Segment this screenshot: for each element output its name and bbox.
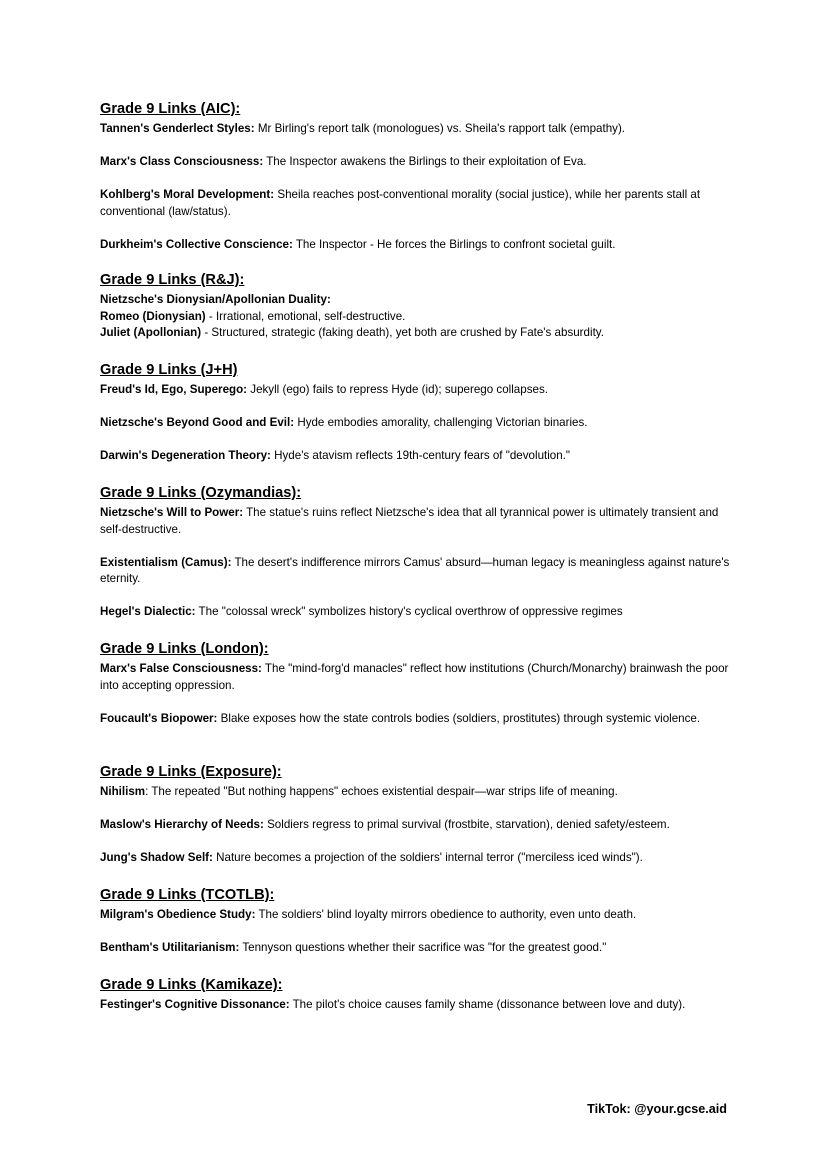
link-item — [100, 325, 740, 342]
link-item — [100, 309, 740, 326]
link-term: Romeo (Dionysian) — [100, 309, 206, 323]
link-item — [100, 448, 740, 465]
link-term: Nietzsche's Beyond Good and Evil: — [100, 416, 295, 429]
link-item — [100, 292, 740, 309]
link-item — [100, 784, 740, 801]
section-ozymandias — [100, 485, 740, 621]
link-text: - Structured, strategic (faking death), yet both are crushed by Fate's absurdity. — [201, 326, 604, 339]
section-jh — [100, 362, 740, 465]
section-heading: Grade 9 Links (London): — [100, 641, 269, 657]
section-exposure — [100, 764, 740, 867]
link-text: The pilot's choice causes family shame (dissonance between love and duty). — [289, 998, 686, 1011]
link-term: Marx's False Consciousness: — [100, 662, 262, 675]
link-item — [100, 604, 740, 621]
link-term: Jung's Shadow Self: — [100, 851, 213, 864]
link-item — [100, 997, 740, 1014]
link-item — [100, 154, 740, 171]
link-item — [100, 940, 740, 957]
link-term: Nietzsche's Dionysian/Apollonian Duality: — [100, 293, 331, 306]
section-tcotlb — [100, 887, 740, 957]
link-text: The Inspector awakens the Birlings to their exploitation of Eva. — [263, 155, 587, 168]
link-text: Hyde embodies amorality, challenging Victorian binaries. — [294, 416, 588, 429]
section-heading: Grade 9 Links (AIC): — [100, 101, 241, 117]
link-text: Mr Birling's report talk (monologues) vs. Sheila's rapport talk (empathy). — [254, 122, 626, 135]
link-term: Nietzsche's Will to Power: — [100, 506, 244, 519]
link-term: Freud's Id, Ego, Superego: — [100, 383, 248, 396]
link-text: Sheila reaches post-conventional morality (social justice), while her parents stall at conventional (law/status). — [100, 188, 701, 218]
link-text: : The repeated "But nothing happens" echoes existential despair—war strips life of meaning. — [145, 785, 618, 798]
link-term: Bentham's Utilitarianism: — [100, 941, 240, 954]
link-item — [100, 121, 740, 138]
link-text: The statue's ruins reflect Nietzsche's idea that all tyrannical power is ultimately transient and self-destructive. — [100, 506, 719, 536]
link-text: Nature becomes a projection of the soldiers' internal terror ("merciless iced winds"). — [212, 851, 643, 864]
link-text: Hyde's atavism reflects 19th-century fears of "devolution." — [270, 449, 571, 462]
link-term: Marx's Class Consciousness: — [100, 155, 264, 168]
section-heading: Grade 9 Links (Exposure): — [100, 764, 282, 780]
link-text: Blake exposes how the state controls bodies (soldiers, prostitutes) through systemic violence. — [217, 711, 701, 725]
link-item — [100, 850, 740, 867]
link-item — [100, 817, 740, 834]
section-rj — [100, 272, 740, 342]
link-term: Durkheim's Collective Conscience: — [100, 237, 293, 251]
link-item — [100, 661, 740, 694]
link-text: Tennyson questions whether their sacrifice was "for the greatest good." — [239, 941, 607, 954]
link-term: Milgram's Obedience Study: — [100, 908, 256, 921]
link-item — [100, 555, 740, 588]
link-text: Soldiers regress to primal survival (frostbite, starvation), denied safety/esteem. — [263, 818, 670, 831]
link-term: Foucault's Biopower: — [100, 711, 218, 725]
link-item — [100, 237, 740, 254]
link-item — [100, 415, 740, 432]
section-heading: Grade 9 Links (R&J): — [100, 272, 245, 288]
section-heading: Grade 9 Links (Ozymandias): — [100, 485, 302, 501]
link-text: The "colossal wreck" symbolizes history's cyclical overthrow of oppressive regimes — [195, 605, 623, 618]
link-item — [100, 907, 740, 924]
section-heading: Grade 9 Links (J+H) — [100, 362, 238, 378]
section-heading: Grade 9 Links (TCOTLB): — [100, 887, 275, 903]
link-item — [100, 711, 740, 728]
link-item — [100, 187, 740, 220]
link-term: Kohlberg's Moral Development: — [100, 188, 275, 201]
link-text: The soldiers' blind loyalty mirrors obedience to authority, even unto death. — [255, 908, 637, 921]
link-text: Jekyll (ego) fails to repress Hyde (id); superego collapses. — [247, 383, 548, 396]
section-aic — [100, 101, 740, 253]
link-term: Tannen's Genderlect Styles: — [100, 122, 255, 135]
section-london — [100, 641, 740, 727]
link-text: - Irrational, emotional, self-destructive. — [205, 309, 406, 323]
link-text: The desert's indifference mirrors Camus' absurd—human legacy is meaningless against nature's eternity. — [100, 555, 730, 585]
link-term: Festinger's Cognitive Dissonance: — [100, 998, 290, 1011]
link-text: The Inspector - He forces the Birlings to confront societal guilt. — [292, 237, 616, 251]
link-term: Darwin's Degeneration Theory: — [100, 449, 271, 462]
link-term: Existentialism (Camus): — [100, 555, 232, 569]
link-term: Nihilism — [100, 785, 146, 798]
section-heading: Grade 9 Links (Kamikaze): — [100, 977, 283, 993]
link-term: Hegel's Dialectic: — [100, 605, 196, 618]
section-kamikaze — [100, 977, 740, 1014]
link-item — [100, 382, 740, 399]
link-item — [100, 505, 740, 538]
footer-tiktok-handle: TikTok: @your.gcse.aid — [587, 1102, 727, 1116]
link-text: The "mind-forg'd manacles" reflect how institutions (Church/Monarchy) brainwash the poor into accepting oppression. — [100, 662, 729, 692]
link-term: Juliet (Apollonian) — [100, 326, 202, 339]
link-term: Maslow's Hierarchy of Needs: — [100, 818, 264, 831]
